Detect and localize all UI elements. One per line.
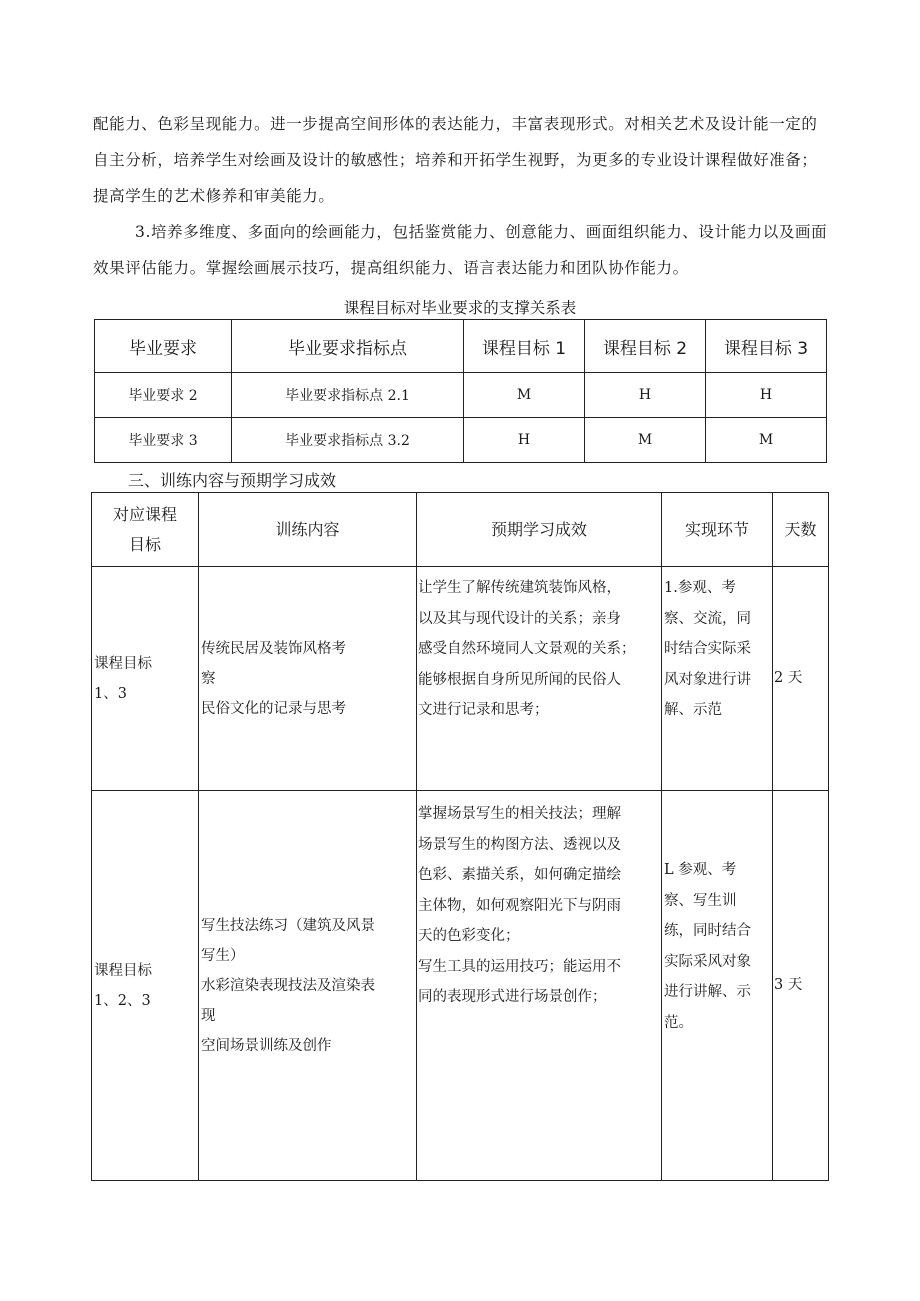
cell-days: 2 天 (773, 567, 829, 791)
cell-goal-2: H (585, 373, 706, 418)
cell-goal-1: M (464, 373, 585, 418)
cell-link: L 参观、考 察、写生训 练，同时结合 实际采风对象 进行讲解、示 范。 (662, 791, 773, 1181)
table-row (92, 567, 829, 791)
cell-req: 毕业要求 2 (95, 373, 232, 418)
header-content: 训练内容 (199, 493, 417, 567)
training-table (91, 492, 829, 1181)
cell-link: 1.参观、考 察、交流，同 时结合实际采 风对象进行讲 解、示范 (662, 567, 773, 791)
support-table-header (95, 320, 827, 373)
cell-indicator: 毕业要求指标点 3.2 (232, 418, 464, 463)
cell-goal-2: M (585, 418, 706, 463)
cell-req: 毕业要求 3 (95, 418, 232, 463)
cell-target: 课程目标 1、3 (92, 567, 199, 791)
cell-content: 写生技法练习（建筑及风景 写生） 水彩渲染表现技法及渲染表 现 空间场景训练及创作 (199, 791, 417, 1181)
header-course-goal-1: 课程目标 1 (464, 320, 585, 373)
paragraph-objective-3: 3.培养多维度、多面向的绘画能力，包括鉴赏能力、创意能力、画面组织能力、设计能力以及画面效果评估能力。掌握绘画展示技巧，提高组织能力、语言表达能力和团队协作能力。 (93, 223, 828, 277)
cell-outcome: 掌握场景写生的相关技法；理解 场景写生的构图方法、透视以及 色彩、素描关系，如何确定描绘 主体物，如何观察阳光下与阴雨 天的色彩变化； 写生工具的运用技巧；能运用不 同的表现形式进行场景创作； (417, 791, 662, 1181)
header-course-goal-2: 课程目标 2 (585, 320, 706, 373)
table-row (95, 373, 827, 418)
header-days: 天数 (773, 493, 829, 567)
cell-content: 传统民居及装饰风格考 察 民俗文化的记录与思考 (199, 567, 417, 791)
cell-goal-1: H (464, 418, 585, 463)
cell-goal-3: H (706, 373, 827, 418)
cell-indicator: 毕业要求指标点 2.1 (232, 373, 464, 418)
table-row (95, 418, 827, 463)
section-heading: 三、训练内容与预期学习成效 (128, 471, 337, 490)
header-link: 实现环节 (662, 493, 773, 567)
header-course-goal-3: 课程目标 3 (706, 320, 827, 373)
header-outcome: 预期学习成效 (417, 493, 662, 567)
support-table-caption: 课程目标对毕业要求的支撑关系表 (343, 299, 577, 317)
header-graduation-req: 毕业要求 (95, 320, 232, 373)
training-table-header (92, 493, 829, 567)
table-row (92, 791, 829, 1181)
cell-target: 课程目标 1、2、3 (92, 791, 199, 1181)
cell-outcome: 让学生了解传统建筑装饰风格， 以及其与现代设计的关系；亲身 感受自然环境同人文景观的关系； 能够根据自身所见所闻的民俗人 文进行记录和思考； (417, 567, 662, 791)
cell-goal-3: M (706, 418, 827, 463)
support-table (94, 319, 827, 463)
paragraph-abilities: 配能力、色彩呈现能力。进一步提高空间形体的表达能力，丰富表现形式。对相关艺术及设计能一定的自主分析，培养学生对绘画及设计的敏感性；培养和开拓学生视野，为更多的专业设计课程做好准备；提高学生的艺术修养和审美能力。 (93, 115, 818, 205)
header-target: 对应课程 目标 (92, 493, 199, 567)
cell-days: 3 天 (773, 791, 829, 1181)
header-indicator: 毕业要求指标点 (232, 320, 464, 373)
